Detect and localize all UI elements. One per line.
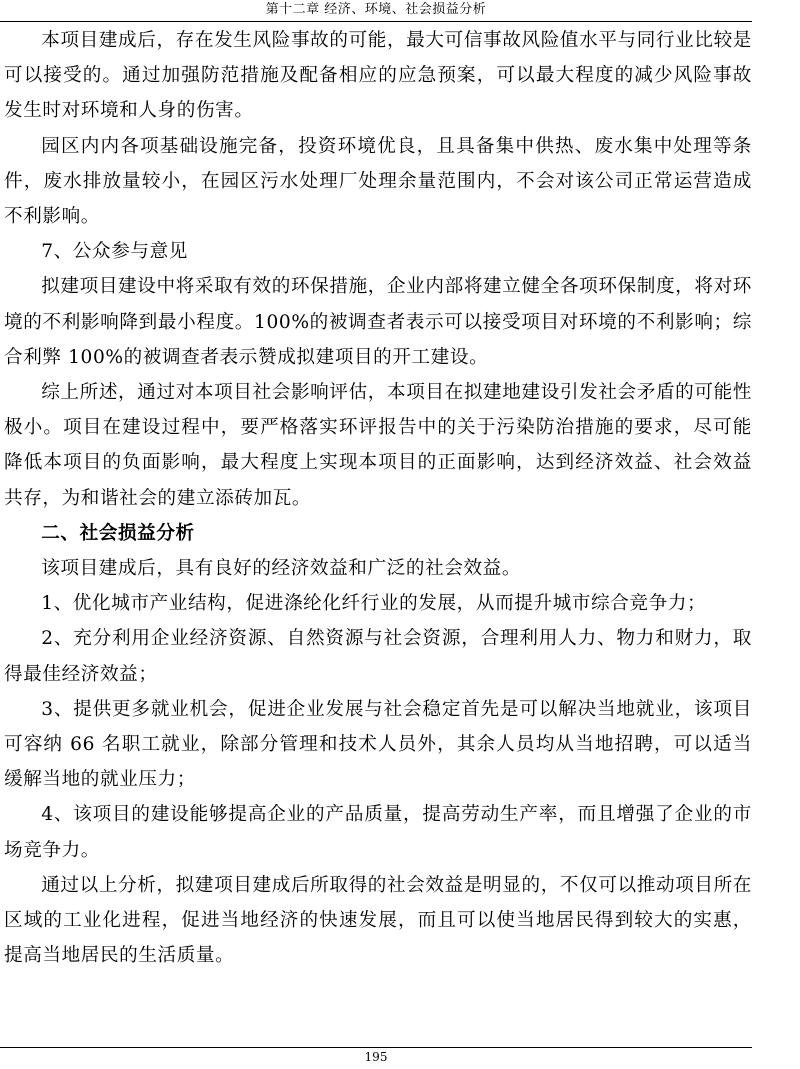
list-item-2: 2、充分利用企业经济资源、自然资源与社会资源，合理利用人力、物力和财力，取得最佳经济效益； [4,628,752,685]
list-item-3: 3、提供更多就业机会，促进企业发展与社会稳定首先是可以解决当地就业，该项目可容纳 66 名职工就业，除部分管理和技术人员外，其余人员均从当地招聘，可以适当缓解当地的就业压力； [4,698,752,791]
header-divider [0,21,752,22]
page-number: 195 [364,1050,388,1064]
list-item-1: 1、优化城市产业结构，促进涤纶化纤行业的发展，从而提升城市综合竞争力； [41,593,707,615]
page-header: 第十二章 经济、环境、社会损益分析 [265,2,487,17]
subsection-public-opinion: 7、公众参与意见 [41,241,188,263]
paragraph-intro: 该项目建成后，具有良好的经济效益和广泛的社会效益。 [41,558,522,580]
paragraph-risk: 本项目建成后，存在发生风险事故的可能，最大可信事故风险值水平与同行业比较是可以接受的。通过加强防范措施及配备相应的应急预案，可以最大程度的减少风险事故发生时对环境和人身的伤害。 [4,30,752,122]
document-body [4,23,752,973]
section-heading-social-analysis: 二、社会损益分析 [41,522,195,544]
paragraph-infrastructure: 园区内内各项基础设施完备，投资环境优良，且具备集中供热、废水集中处理等条件，废水排放量较小，在园区污水处理厂处理余量范围内，不会对该公司正常运营造成不利影响。 [4,135,752,228]
list-item-4: 4、该项目的建设能够提高企业的产品质量，提高劳动生产率，而且增强了企业的市场竞争力。 [4,804,752,861]
paragraph-summary: 综上所述，通过对本项目社会影响评估，本项目在拟建地建设引发社会矛盾的可能性极小。项目在建设过程中，要严格落实环评报告中的关于污染防治措施的要求，尽可能降低本项目的负面影响，最大程度上实现本项目的正面影响，达到经济效益、社会效益共存，为和谐社会的建立添砖加瓦。 [4,382,752,509]
footer-divider [0,1047,752,1048]
paragraph-conclusion: 通过以上分析，拟建项目建成后所取得的社会效益是明显的，不仅可以推动项目所在区域的工业化进程，促进当地经济的快速发展，而且可以使当地居民得到较大的实惠，提高当地居民的生活质量。 [4,874,752,967]
paragraph-public-opinion: 拟建项目建设中将采取有效的环保措施，企业内部将建立健全各项环保制度，将对环境的不利影响降到最小程度。100%的被调查者表示可以接受项目对环境的不利影响；综合利弊 100%的被调查者表示赞成拟建项目的开工建设。 [4,276,752,368]
